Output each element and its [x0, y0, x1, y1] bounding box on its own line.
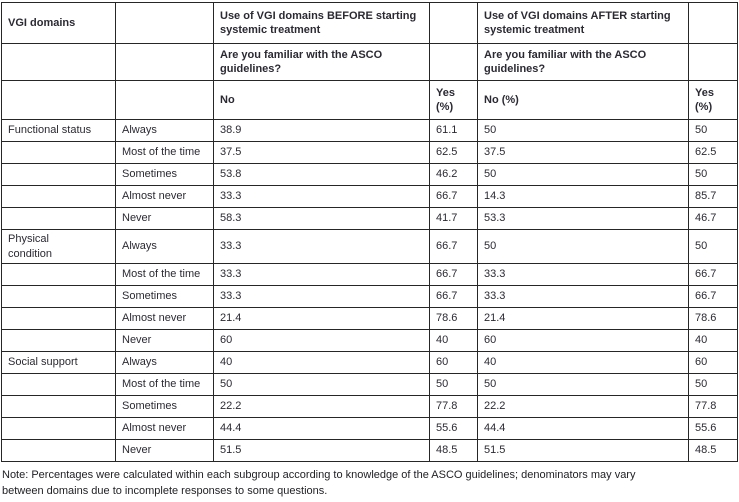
value-cell: 60: [689, 352, 738, 374]
after-no-header-cell: No (%): [478, 81, 689, 120]
value-cell: 51.5: [478, 440, 689, 462]
note-line-1: Note: Percentages were calculated within each subgroup according to knowledge of the ASCO guidelines; denominators may vary: [2, 469, 636, 481]
frequency-cell: Most of the time: [116, 142, 214, 164]
frequency-cell: Always: [116, 120, 214, 142]
value-cell: 77.8: [430, 396, 478, 418]
domain-cell: [2, 440, 116, 462]
table-row: [2, 440, 738, 462]
value-cell: 33.3: [214, 230, 430, 264]
value-cell: 53.8: [214, 164, 430, 186]
before-group-title-cell: Use of VGI domains BEFORE starting systemic treatment: [214, 3, 430, 44]
value-cell: 40: [430, 330, 478, 352]
value-cell: 50: [214, 374, 430, 396]
empty-cell: [116, 44, 214, 81]
value-cell: 22.2: [478, 396, 689, 418]
domain-cell: [2, 142, 116, 164]
value-cell: 44.4: [214, 418, 430, 440]
table-row: [2, 164, 738, 186]
domain-cell: [2, 264, 116, 286]
empty-cell: [689, 3, 738, 44]
value-cell: 78.6: [689, 308, 738, 330]
domain-cell: [2, 208, 116, 230]
table-row: [2, 418, 738, 440]
frequency-cell: Most of the time: [116, 264, 214, 286]
value-cell: 40: [478, 352, 689, 374]
table-row: [2, 264, 738, 286]
value-cell: 50: [478, 374, 689, 396]
domain-cell: [2, 418, 116, 440]
value-cell: 33.3: [214, 186, 430, 208]
frequency-cell: Always: [116, 352, 214, 374]
value-cell: 60: [478, 330, 689, 352]
value-cell: 50: [689, 164, 738, 186]
value-cell: 21.4: [478, 308, 689, 330]
frequency-cell: Never: [116, 440, 214, 462]
frequency-cell: Never: [116, 330, 214, 352]
domain-cell: [2, 286, 116, 308]
value-cell: 58.3: [214, 208, 430, 230]
frequency-cell: Most of the time: [116, 374, 214, 396]
header-row-titles: [2, 3, 738, 44]
table-row: [2, 396, 738, 418]
domain-cell: [2, 230, 116, 264]
value-cell: 66.7: [430, 264, 478, 286]
table-row: [2, 286, 738, 308]
frequency-cell: Always: [116, 230, 214, 264]
value-cell: 53.3: [478, 208, 689, 230]
value-cell: 46.2: [430, 164, 478, 186]
value-cell: 33.3: [478, 286, 689, 308]
value-cell: 66.7: [430, 186, 478, 208]
value-cell: 46.7: [689, 208, 738, 230]
value-cell: 33.3: [214, 286, 430, 308]
value-cell: 61.1: [430, 120, 478, 142]
domain-cell: [2, 308, 116, 330]
domain-cell: Functional status: [2, 120, 116, 142]
table-row: [2, 308, 738, 330]
after-question-cell: Are you familiar with the ASCO guidelines?: [478, 44, 689, 81]
after-yes-header-cell: Yes (%): [689, 81, 738, 120]
domain-cell: [2, 164, 116, 186]
table-row: [2, 230, 738, 264]
value-cell: 44.4: [478, 418, 689, 440]
value-cell: 50: [478, 230, 689, 264]
frequency-cell: Almost never: [116, 186, 214, 208]
value-cell: 37.5: [478, 142, 689, 164]
value-cell: 55.6: [430, 418, 478, 440]
value-cell: 51.5: [214, 440, 430, 462]
value-cell: 66.7: [430, 286, 478, 308]
value-cell: 41.7: [430, 208, 478, 230]
domain-cell: [2, 396, 116, 418]
domain-cell: [2, 330, 116, 352]
table-row: [2, 142, 738, 164]
after-group-title-cell: Use of VGI domains AFTER starting systemic treatment: [478, 3, 689, 44]
value-cell: 48.5: [430, 440, 478, 462]
corner-label-cell: VGI domains: [2, 3, 116, 44]
empty-cell: [116, 81, 214, 120]
table-row: [2, 352, 738, 374]
value-cell: 60: [430, 352, 478, 374]
value-cell: 66.7: [689, 264, 738, 286]
domain-cell: [2, 374, 116, 396]
empty-cell: [430, 3, 478, 44]
value-cell: 66.7: [689, 286, 738, 308]
value-cell: 37.5: [214, 142, 430, 164]
empty-cell: [689, 44, 738, 81]
value-cell: 40: [689, 330, 738, 352]
value-cell: 14.3: [478, 186, 689, 208]
empty-cell: [2, 81, 116, 120]
before-question-cell: Are you familiar with the ASCO guidelines?: [214, 44, 430, 81]
domain-label: Physical condition: [8, 233, 53, 260]
note-line-2: between domains due to incomplete responses to some questions.: [2, 484, 328, 497]
table-row: [2, 186, 738, 208]
value-cell: 50: [478, 120, 689, 142]
table-row: [2, 330, 738, 352]
frequency-cell: Never: [116, 208, 214, 230]
table-row: [2, 374, 738, 396]
value-cell: 77.8: [689, 396, 738, 418]
frequency-cell: Sometimes: [116, 396, 214, 418]
empty-cell: [2, 44, 116, 81]
value-cell: 38.9: [214, 120, 430, 142]
value-cell: 33.3: [478, 264, 689, 286]
frequency-cell: Sometimes: [116, 164, 214, 186]
value-cell: 48.5: [689, 440, 738, 462]
frequency-cell: Sometimes: [116, 286, 214, 308]
value-cell: 62.5: [689, 142, 738, 164]
header-row-question: [2, 44, 738, 81]
header-row-yesno: [2, 81, 738, 120]
value-cell: 50: [689, 120, 738, 142]
value-cell: 21.4: [214, 308, 430, 330]
value-cell: 22.2: [214, 396, 430, 418]
value-cell: 50: [478, 164, 689, 186]
table-note: [2, 468, 737, 500]
value-cell: 55.6: [689, 418, 738, 440]
frequency-cell: Almost never: [116, 418, 214, 440]
table-row: [2, 120, 738, 142]
value-cell: 50: [689, 374, 738, 396]
value-cell: 78.6: [430, 308, 478, 330]
value-cell: 62.5: [430, 142, 478, 164]
value-cell: 60: [214, 330, 430, 352]
domain-cell: [2, 186, 116, 208]
before-no-header-cell: No: [214, 81, 430, 120]
value-cell: 50: [689, 230, 738, 264]
value-cell: 50: [430, 374, 478, 396]
value-cell: 40: [214, 352, 430, 374]
table-row: [2, 208, 738, 230]
value-cell: 85.7: [689, 186, 738, 208]
empty-cell: [430, 44, 478, 81]
domain-cell: Social support: [2, 352, 116, 374]
frequency-cell: Almost never: [116, 308, 214, 330]
empty-cell: [116, 3, 214, 44]
before-yes-header-cell: Yes (%): [430, 81, 478, 120]
value-cell: 66.7: [430, 230, 478, 264]
results-table: [1, 2, 738, 462]
value-cell: 33.3: [214, 264, 430, 286]
